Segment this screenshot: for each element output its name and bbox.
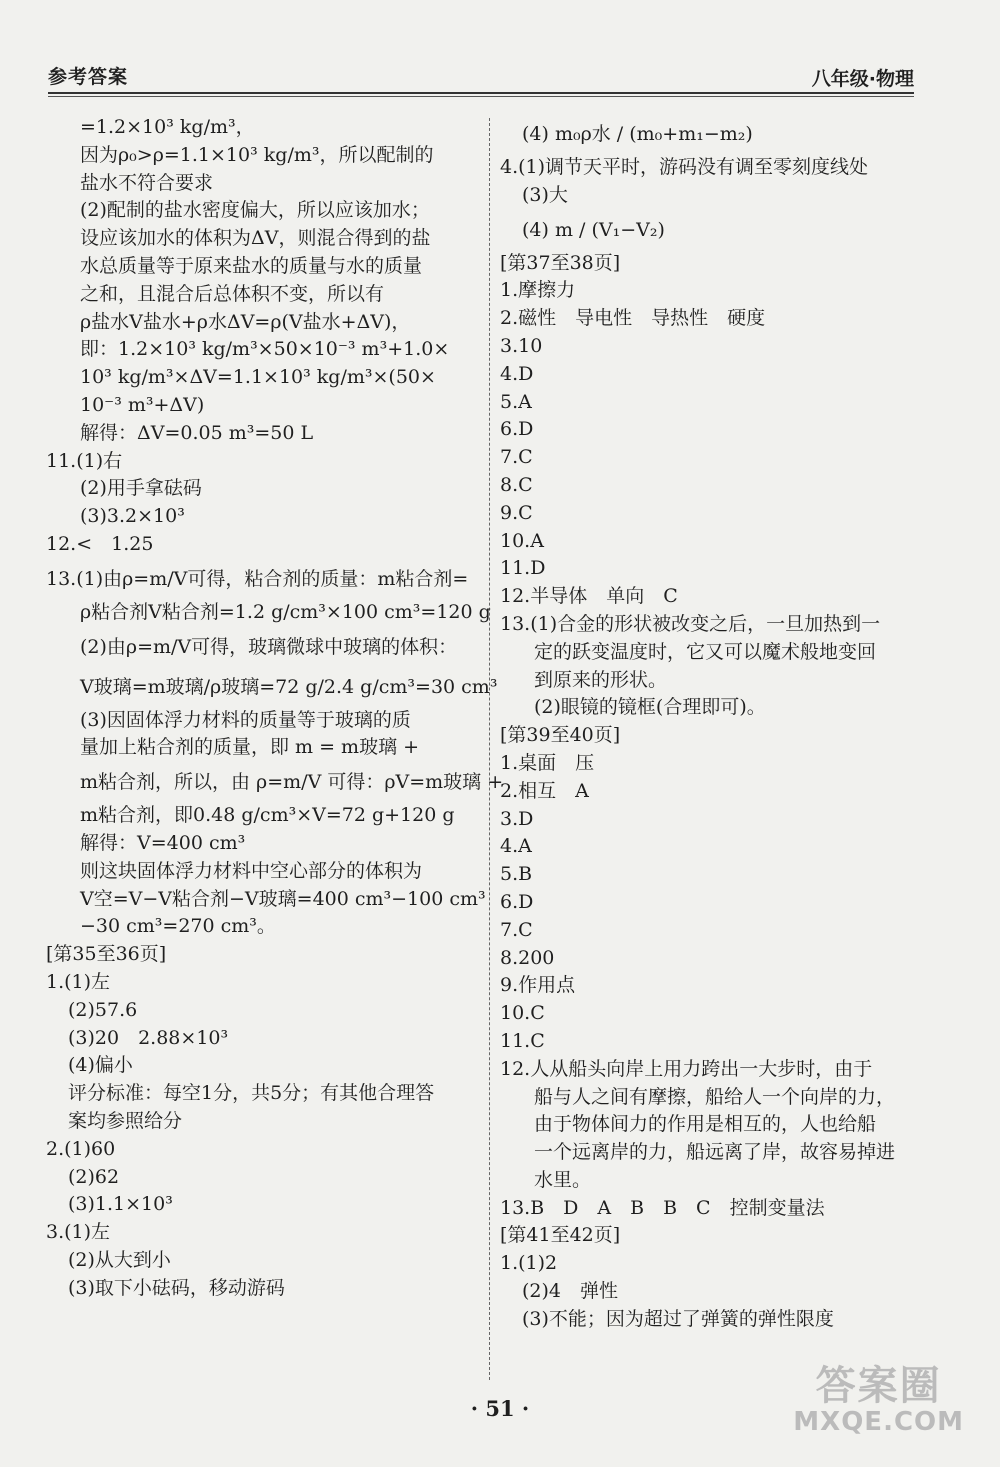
answer-line: 4.D bbox=[500, 362, 534, 385]
answer-line: 即：1.2×10³ kg/m³×50×10⁻³ m³+1.0× bbox=[80, 338, 450, 361]
answer-line: 解得：V=400 cm³ bbox=[80, 831, 246, 854]
answer-line: 1.桌面 压 bbox=[500, 751, 595, 774]
right-column bbox=[500, 114, 920, 1334]
page-range-heading: [第39至40页] bbox=[500, 724, 621, 747]
answer-line: (3)1.1×10³ bbox=[68, 1193, 173, 1216]
header-grade-subject: 八年级·物理 bbox=[811, 68, 914, 90]
answer-line: 船与人之间有摩擦，船给人一个向岸的力， bbox=[534, 1085, 896, 1108]
answer-line: 12.半导体 单向 C bbox=[500, 585, 678, 608]
answer-line: (3)取下小砝码，移动游码 bbox=[68, 1276, 285, 1299]
answer-line: =1.2×10³ kg/m³， bbox=[80, 116, 255, 138]
answer-line: V空=V−V粘合剂−V玻璃=400 cm³−100 cm³ bbox=[80, 887, 486, 910]
header-rule bbox=[48, 92, 914, 97]
answer-line: (4) m / (V₁−V₂) bbox=[522, 218, 665, 241]
watermark-url: MXQE.COM bbox=[793, 1407, 964, 1437]
answer-line: (2)57.6 bbox=[68, 998, 138, 1021]
answer-line: V玻璃=m玻璃/ρ玻璃=72 g/2.4 g/cm³=30 cm³ bbox=[80, 675, 498, 698]
answer-line: 13.(1)由ρ=m/V可得，粘合剂的质量：m粘合剂= bbox=[46, 567, 469, 590]
answer-line: 则这块固体浮力材料中空心部分的体积为 bbox=[80, 859, 423, 882]
answer-line: 盐水不符合要求 bbox=[80, 171, 214, 194]
answer-line: 2.磁性 导电性 导热性 硬度 bbox=[500, 307, 766, 330]
watermark-logo: 答案圈 bbox=[815, 1363, 942, 1409]
answer-line: 一个远离岸的力，船远离了岸，故容易掉进 bbox=[534, 1141, 896, 1164]
answer-line: 7.C bbox=[500, 446, 533, 469]
answer-line: 12.人从船头向岸上用力跨出一大步时，由于 bbox=[500, 1057, 873, 1080]
answer-line: 案均参照给分 bbox=[68, 1109, 183, 1132]
answer-line: (3)3.2×10³ bbox=[80, 505, 185, 528]
answer-line: 11.D bbox=[500, 557, 546, 580]
answer-line: (4) m₀ρ水 / (m₀+m₁−m₂) bbox=[522, 123, 753, 145]
answer-line: (2)62 bbox=[68, 1165, 120, 1188]
page-range-heading: [第37至38页] bbox=[500, 251, 621, 274]
answer-line: 到原来的形状。 bbox=[534, 668, 668, 691]
left-column bbox=[46, 114, 504, 1302]
answer-line: 11.(1)右 bbox=[46, 449, 123, 472]
answer-line: (2)眼镜的镜框(合理即可)。 bbox=[534, 696, 766, 719]
answer-line: 定的跃变温度时，它又可以魔术般地变回 bbox=[534, 640, 877, 663]
answer-line: (2)由ρ=m/V可得，玻璃微球中玻璃的体积： bbox=[80, 635, 458, 658]
answer-line: 13.B D A B B C 控制变量法 bbox=[500, 1196, 825, 1219]
answer-line: 解得：ΔV=0.05 m³=50 L bbox=[80, 421, 314, 444]
answer-line: 水里。 bbox=[534, 1168, 592, 1191]
answer-line: 之和，且混合后总体积不变，所以有 bbox=[80, 282, 385, 305]
column-divider bbox=[489, 118, 490, 1380]
answer-line: 5.B bbox=[500, 863, 533, 886]
answer-line: 9.C bbox=[500, 501, 533, 524]
answer-line: 2.相互 A bbox=[500, 779, 589, 802]
answer-line: 量加上粘合剂的质量，即 m = m玻璃 + bbox=[80, 736, 420, 759]
answer-line: (3)20 2.88×10³ bbox=[68, 1026, 229, 1049]
answer-line: 8.200 bbox=[500, 946, 555, 969]
header-section-title: 参考答案 bbox=[48, 66, 129, 88]
answer-line: 10.A bbox=[500, 529, 544, 552]
answer-line: 由于物体间力的作用是相互的，人也给船 bbox=[534, 1113, 877, 1136]
answer-line: (2)用手拿砝码 bbox=[80, 477, 202, 500]
answer-line: 3.D bbox=[500, 807, 534, 830]
answer-line: 因为ρ₀>ρ=1.1×10³ kg/m³，所以配制的 bbox=[80, 143, 434, 166]
answer-line: 8.C bbox=[500, 473, 533, 496]
answer-line: (3)不能；因为超过了弹簧的弹性限度 bbox=[522, 1307, 834, 1330]
answer-line: ρ粘合剂V粘合剂=1.2 g/cm³×100 cm³=120 g bbox=[80, 600, 491, 623]
answer-line: 6.D bbox=[500, 890, 534, 913]
answer-line: 7.C bbox=[500, 918, 533, 941]
answer-line: 2.(1)60 bbox=[46, 1137, 116, 1160]
answer-line: (2)配制的盐水密度偏大，所以应该加水； bbox=[80, 199, 430, 222]
answer-line: (3)因固体浮力材料的质量等于玻璃的质 bbox=[80, 708, 411, 731]
answer-line: ρ盐水V盐水+ρ水ΔV=ρ(V盐水+ΔV)， bbox=[80, 310, 411, 333]
answer-line: 1.(1)2 bbox=[500, 1252, 558, 1275]
answer-line: 3.10 bbox=[500, 334, 543, 357]
page-header bbox=[48, 62, 914, 96]
answer-line: 1.(1)左 bbox=[46, 970, 111, 993]
answer-line: (3)大 bbox=[522, 183, 568, 206]
answer-line: 1.摩擦力 bbox=[500, 279, 576, 302]
answer-line: (4)偏小 bbox=[68, 1054, 133, 1077]
answer-line: (2)从大到小 bbox=[68, 1248, 171, 1271]
answer-line: 12.< 1.25 bbox=[46, 532, 154, 555]
answer-line: 3.(1)左 bbox=[46, 1221, 111, 1244]
answer-line: 11.C bbox=[500, 1029, 545, 1052]
answer-line: 9.作用点 bbox=[500, 974, 576, 997]
page-range-heading: [第35至36页] bbox=[46, 943, 167, 966]
answer-line: 4.A bbox=[500, 835, 532, 858]
answer-line: 4.(1)调节天平时，游码没有调至零刻度线处 bbox=[500, 156, 869, 178]
answer-line: m粘合剂，所以，由 ρ=m/V 可得：ρV=m玻璃 + bbox=[80, 771, 504, 794]
answer-line: 水总质量等于原来盐水的质量与水的质量 bbox=[80, 254, 423, 277]
answer-line: 评分标准：每空1分，共5分；有其他合理答 bbox=[68, 1082, 435, 1105]
answer-line: −30 cm³=270 cm³。 bbox=[80, 915, 276, 938]
answer-line: 10⁻³ m³+ΔV) bbox=[80, 393, 205, 416]
page-number: · 51 · bbox=[470, 1396, 530, 1421]
answer-line: (2)4 弹性 bbox=[522, 1280, 619, 1303]
answer-line: 设应该加水的体积为ΔV，则混合得到的盐 bbox=[80, 227, 431, 250]
answer-line: 5.A bbox=[500, 390, 532, 413]
answer-line: 10.C bbox=[500, 1002, 545, 1025]
watermark bbox=[793, 1354, 964, 1437]
answer-line: 10³ kg/m³×ΔV=1.1×10³ kg/m³×(50× bbox=[80, 366, 436, 389]
answer-line: 13.(1)合金的形状被改变之后，一旦加热到一 bbox=[500, 612, 881, 635]
page-range-heading: [第41至42页] bbox=[500, 1224, 621, 1247]
answer-line: m粘合剂，即0.48 g/cm³×V=72 g+120 g bbox=[80, 804, 455, 827]
answer-line: 6.D bbox=[500, 418, 534, 441]
